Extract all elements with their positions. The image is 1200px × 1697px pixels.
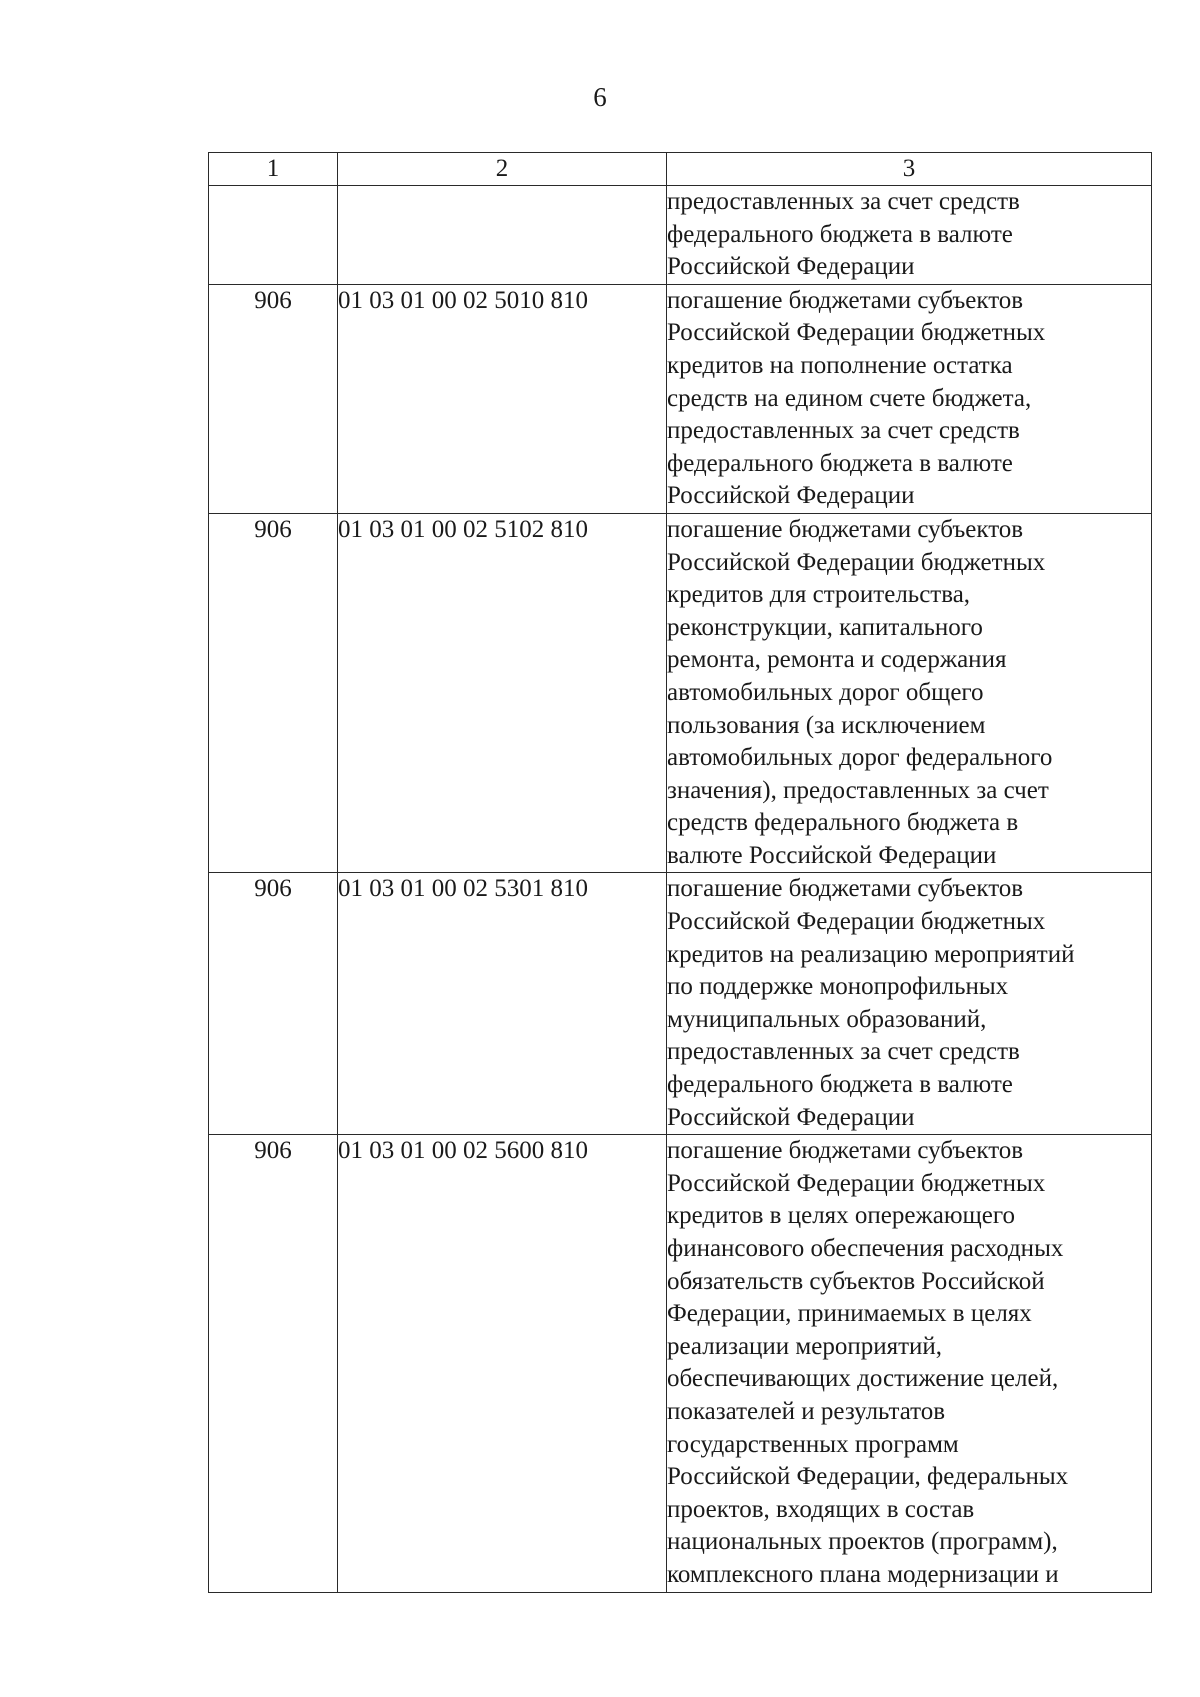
source-code-cell: 01 03 01 00 02 5102 810 <box>338 513 667 873</box>
admin-code-cell: 906 <box>209 284 338 513</box>
description-line: Российской Федерации, федеральных <box>667 1463 1069 1491</box>
description-line: автомобильных дорог федерального <box>667 744 1053 772</box>
header-col-1: 1 <box>209 153 338 186</box>
description-line: комплексного плана модернизации и <box>667 1560 1059 1588</box>
description-line: Российской Федерации бюджетных <box>667 319 1046 347</box>
description-line: погашение бюджетами субъектов <box>667 286 1024 314</box>
description-line: по поддержке монопрофильных <box>667 973 1009 1001</box>
description-line: обеспечивающих достижение целей, <box>667 1365 1059 1393</box>
description-line: реконструкции, капитального <box>667 613 983 641</box>
table-row <box>209 1135 1152 1592</box>
admin-code-cell: 906 <box>209 1135 338 1592</box>
description-line: финансового обеспечения расходных <box>667 1235 1064 1262</box>
table-row <box>209 873 1152 1135</box>
description-line: значения), предоставленных за счет <box>667 776 1049 804</box>
header-col-2: 2 <box>338 153 667 186</box>
header-col-3: 3 <box>667 153 1152 186</box>
description-line: Российской Федерации <box>667 253 915 281</box>
description-line: показателей и результатов <box>667 1397 946 1425</box>
source-code-cell: 01 03 01 00 02 5301 810 <box>338 873 667 1135</box>
description-line: Российской Федерации <box>667 1103 915 1131</box>
description-line: предоставленных за счет средств <box>667 417 1020 445</box>
description-line: предоставленных за счет средств <box>667 1038 1020 1066</box>
description-line: пользования (за исключением <box>667 711 986 739</box>
description-line: федерального бюджета в валюте <box>667 220 1013 248</box>
description-line: Российской Федерации бюджетных <box>667 908 1046 936</box>
description-line: кредитов в целях опережающего <box>667 1202 1016 1230</box>
description-line: муниципальных образований, <box>667 1005 987 1033</box>
page-number: 6 <box>593 82 607 112</box>
description-line: погашение бюджетами субъектов <box>667 875 1024 903</box>
description-line: ремонта, ремонта и содержания <box>667 646 1007 674</box>
description-line: кредитов для строительства, <box>667 581 971 609</box>
budget-codes-table <box>208 152 1152 1593</box>
table-header <box>209 153 1152 186</box>
description-line: кредитов на пополнение остатка <box>667 351 1013 379</box>
description-line: погашение бюджетами субъектов <box>667 1137 1024 1165</box>
description-line: федерального бюджета в валюте <box>667 1071 1013 1099</box>
description-line: проектов, входящих в состав <box>667 1495 975 1523</box>
source-code-cell <box>338 186 667 285</box>
description-line: реализации мероприятий, <box>667 1332 943 1360</box>
description-cell <box>667 186 1152 285</box>
description-line: федерального бюджета в валюте <box>667 449 1013 477</box>
description-cell <box>667 873 1152 1135</box>
description-line: Федерации, принимаемых в целях <box>667 1300 1032 1328</box>
description-line: средств федерального бюджета в <box>667 809 1019 837</box>
table-row <box>209 284 1152 513</box>
description-line: Российской Федерации бюджетных <box>667 548 1046 576</box>
source-code-cell: 01 03 01 00 02 5600 810 <box>338 1135 667 1592</box>
table-body <box>209 186 1152 1593</box>
admin-code-cell: 906 <box>209 873 338 1135</box>
table-row <box>209 513 1152 873</box>
description-line: Российской Федерации бюджетных <box>667 1169 1046 1197</box>
description-line: национальных проектов (программ), <box>667 1528 1058 1556</box>
admin-code-cell: 906 <box>209 513 338 873</box>
description-line: обязательств субъектов Российской <box>667 1267 1045 1295</box>
description-line: кредитов на реализацию мероприятий <box>667 940 1075 968</box>
description-line: Российской Федерации <box>667 482 915 510</box>
description-cell <box>667 284 1152 513</box>
description-line: средств на едином счете бюджета, <box>667 384 1032 412</box>
description-cell <box>667 513 1152 873</box>
description-line: валюте Российской Федерации <box>667 841 997 869</box>
description-cell <box>667 1135 1152 1592</box>
description-line: государственных программ <box>667 1430 959 1458</box>
source-code-cell: 01 03 01 00 02 5010 810 <box>338 284 667 513</box>
description-line: погашение бюджетами субъектов <box>667 515 1024 543</box>
table-row <box>209 186 1152 285</box>
header-row <box>209 153 1152 186</box>
description-line: автомобильных дорог общего <box>667 678 984 706</box>
admin-code-cell <box>209 186 338 285</box>
description-line: предоставленных за счет средств <box>667 188 1020 215</box>
